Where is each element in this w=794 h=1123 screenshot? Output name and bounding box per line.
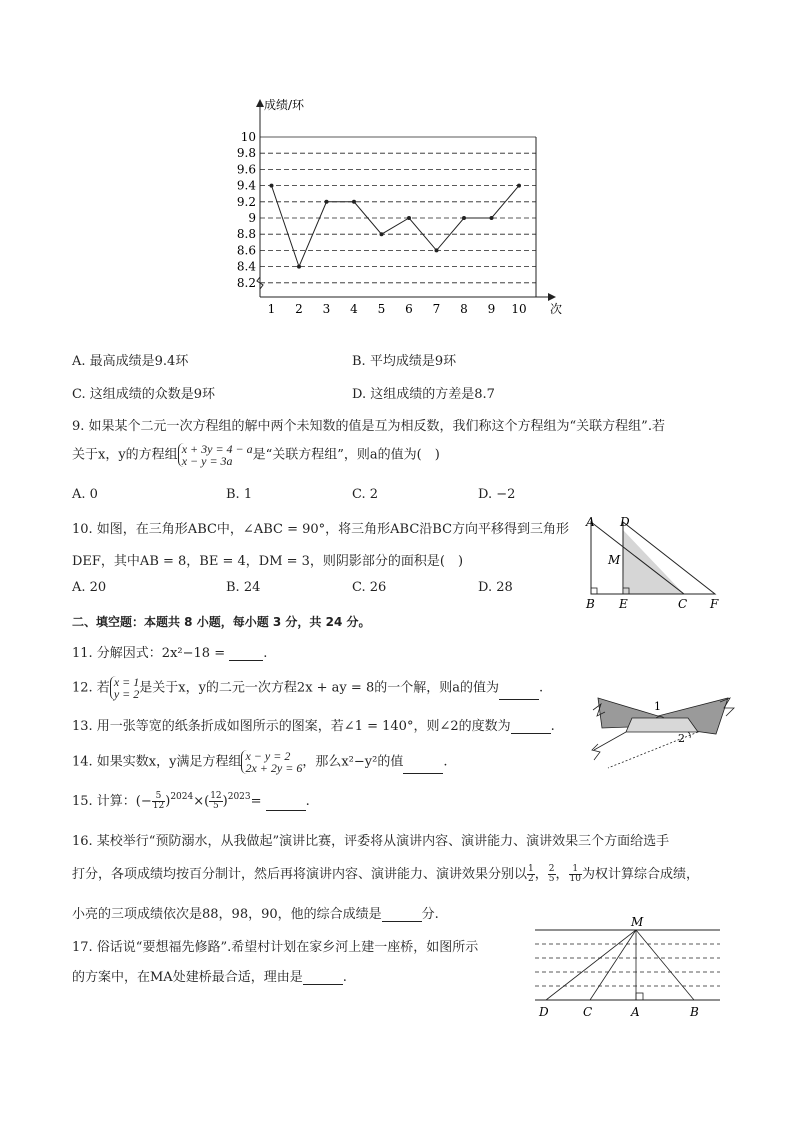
data-point <box>270 184 274 188</box>
x-tick-label: 7 <box>432 302 441 316</box>
label-C: C <box>678 597 688 611</box>
q16-line2: 打分，各项成绩均按百分制计，然后再将演讲内容、演讲能力、演讲效果分别以 $\frac{1}{2}$ ， $\frac{2}{5}$ ， $\frac{1}{10}$ 为权计算综合成绩， <box>72 864 699 884</box>
x-axis-label: 次 <box>550 302 563 316</box>
q10-stem-line2: DEF，其中AB = 8，BE = 4，DM = 3，则阴影部分的面积是( ) <box>72 554 464 569</box>
q14: 14. 如果实数x，y满足方程组 x − y = 2 2x + 2y = 6 ，那么x²−y²的值 . <box>72 749 448 775</box>
q9-option-b: B. 1 <box>226 487 253 502</box>
label-B: B <box>586 597 595 611</box>
q13-answer-blank <box>511 721 551 734</box>
y-tick-label: 10 <box>240 130 256 144</box>
data-point <box>297 265 301 269</box>
data-point <box>380 232 384 236</box>
q11: 11. 分解因式：2x²−18 = . <box>72 646 268 661</box>
q17-answer-blank <box>303 972 343 985</box>
q17-line1: 17. 俗话说“要想福先修路”.希望村计划在家乡河上建一座桥，如图所示 <box>72 940 479 955</box>
y-tick-label: 9 <box>248 211 256 225</box>
angle-1-label: 1 <box>654 700 661 713</box>
data-point <box>325 200 329 204</box>
label-M: M <box>608 553 621 567</box>
q14-answer-blank <box>403 761 443 774</box>
y-tick-label: 9.8 <box>236 146 256 161</box>
data-point <box>517 184 521 188</box>
q15-answer-blank <box>266 798 306 811</box>
q9-option-a: A. 0 <box>72 487 98 502</box>
q8-option-b: B. 平均成绩是9环 <box>352 354 457 369</box>
x-tick-label: 8 <box>460 302 468 316</box>
folded-strip-figure <box>588 688 738 778</box>
x-tick-label: 5 <box>377 302 386 316</box>
data-point <box>435 248 439 252</box>
x-tick-label: 6 <box>405 302 413 316</box>
q9-equation-system: x + 3y = 4 − a x − y = 3a <box>178 443 253 467</box>
x-tick-label: 10 <box>511 302 527 316</box>
x-tick-label: 2 <box>295 302 303 316</box>
x-tick-label: 9 <box>487 302 496 316</box>
triangle-translation-figure <box>578 512 728 612</box>
q10-option-a: A. 20 <box>72 580 107 595</box>
q16-answer-blank <box>382 909 422 922</box>
q14-equation-system: x − y = 2 2x + 2y = 6 <box>241 750 302 774</box>
q8-option-c: C. 这组成绩的众数是9环 <box>72 387 216 402</box>
label-M: M <box>631 915 644 929</box>
q9-stem-line1: 9. 如果某个二元一次方程组的解中两个未知数的值是互为相反数，我们称这个方程组为“关联方程组”.若 <box>72 419 665 434</box>
data-point <box>407 216 411 220</box>
series-line <box>272 186 520 267</box>
q16-line1: 16. 某校举行“预防溺水，从我做起”演讲比赛，评委将从演讲内容、演讲能力、演讲效果三个方面给选手 <box>72 834 670 849</box>
data-point <box>352 200 356 204</box>
x-tick-label: 3 <box>322 302 331 316</box>
x-tick-label: 4 <box>350 302 358 316</box>
q15: 15. 计算：(− $\frac{5}{12}$ )$^{2024}$×( $\frac{12}{5}$ )$^{2023}$= . <box>72 791 310 811</box>
river-bridge-figure <box>530 912 725 1022</box>
q8-option-a: A. 最高成绩是9.4环 <box>72 354 189 369</box>
y-tick-label: 8.4 <box>236 259 256 274</box>
q9-stem-line2: 关于x，y的方程组 x + 3y = 4 − a x − y = 3a 是“关联方程组”，则a的值为( ) <box>72 442 440 468</box>
q12: 12. 若 x = 1 y = 2 是关于x，y的二元一次方程2x + ay = 8的一个解，则a的值为 . <box>72 675 544 701</box>
y-tick-label: 9.4 <box>236 178 256 193</box>
score-line-chart <box>220 95 580 325</box>
angle-2-label: 2 <box>678 732 685 745</box>
q12-answer-blank <box>499 687 539 700</box>
q12-equation-system: x = 1 y = 2 <box>110 676 139 700</box>
q10-option-d: D. 28 <box>478 580 513 595</box>
y-tick-label: 8.8 <box>236 227 256 242</box>
data-point <box>462 216 466 220</box>
y-tick-label: 9.6 <box>236 162 256 177</box>
y-tick-label: 9.2 <box>236 194 256 209</box>
q9-option-c: C. 2 <box>352 487 379 502</box>
label-D: D <box>620 515 630 529</box>
label-C: C <box>583 1005 593 1019</box>
y-tick-label: 8.6 <box>236 243 256 258</box>
q17-line2: 的方案中，在MA处建桥最合适，理由是 . <box>72 970 347 985</box>
section-2-heading: 二、填空题：本题共 8 小题，每小题 3 分，共 24 分。 <box>72 615 371 629</box>
q8-option-d: D. 这组成绩的方差是8.7 <box>352 387 495 402</box>
q16-line3: 小亮的三项成绩依次是88，98，90，他的综合成绩是 分. <box>72 907 439 922</box>
q10-option-b: B. 24 <box>226 580 261 595</box>
y-axis-label: 成绩/环 <box>264 98 305 112</box>
label-A: A <box>586 515 595 529</box>
q9-option-d: D. −2 <box>478 487 516 502</box>
label-D: D <box>539 1005 549 1019</box>
q11-answer-blank <box>229 648 263 661</box>
label-A: A <box>631 1005 640 1019</box>
q13: 13. 用一张等宽的纸条折成如图所示的图案，若∠1 = 140°，则∠2的度数为 . <box>72 719 555 734</box>
q10-stem-line1: 10. 如图，在三角形ABC中，∠ABC = 90°，将三角形ABC沿BC方向平移得到三角形 <box>72 522 570 537</box>
label-B: B <box>690 1005 699 1019</box>
label-E: E <box>619 597 628 611</box>
label-F: F <box>710 597 719 611</box>
y-tick-label: 8.2 <box>236 275 256 290</box>
q10-option-c: C. 26 <box>352 580 387 595</box>
data-point <box>490 216 494 220</box>
x-tick-label: 1 <box>267 302 276 316</box>
